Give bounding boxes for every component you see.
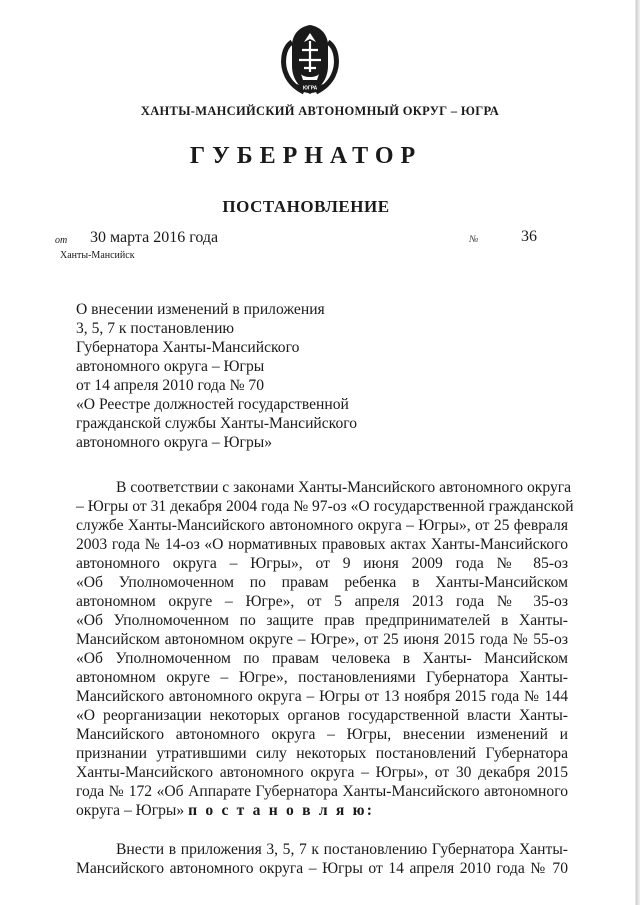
preamble-line: автономном округе – Югре», постановлениями Губернатора Ханты- xyxy=(76,669,568,686)
preamble-last-line xyxy=(76,801,568,820)
preamble-paragraph xyxy=(76,478,574,820)
preamble-line: автономном округе – Югре», от 5 апреля 2013 года № 35-оз xyxy=(76,593,568,610)
preamble-line: признании утратившими силу некоторых постановлений Губернатора xyxy=(76,745,568,762)
page-edge-shadow xyxy=(630,0,640,905)
subject-line: автономного округа – Югры» xyxy=(76,434,273,451)
document-subject xyxy=(76,300,406,452)
subject-line: гражданской службы Ханты-Мансийского xyxy=(76,415,358,432)
preamble-line: автономного округа – Югры», от 9 июня 2009 года № 85-оз xyxy=(76,555,568,572)
preamble-line: «Об Уполномоченном по защите прав предпринимателей в Ханты- xyxy=(76,612,568,629)
document-date: 30 марта 2016 года xyxy=(90,229,219,246)
subject-line: автономного округа – Югры xyxy=(76,358,265,375)
document-type: ПОСТАНОВЛЕНИЕ xyxy=(222,197,390,216)
preamble-line: года № 172 «Об Аппарате Губернатора Ханты-Мансийского автономного xyxy=(76,783,568,800)
preamble-line: «О реорганизации некоторых органов государственной власти Ханты- xyxy=(76,707,568,724)
preamble-line: службе Ханты-Мансийского автономного округа – Югры», от 25 февраля xyxy=(76,517,568,534)
preamble-line: Ханты-Мансийского автономного округа – Югры», от 30 декабря 2015 xyxy=(76,764,568,781)
preamble-line: «Об Уполномоченном по правам человека в Ханты- Мансийском xyxy=(76,650,568,667)
issue-city: Ханты-Мансийск xyxy=(60,250,135,261)
preamble-line: Мансийского автономного округа – Югры, внесении изменений и xyxy=(76,726,568,743)
subject-line: Губернатора Ханты-Мансийского xyxy=(76,339,300,356)
preamble-last-text: округа – Югры» xyxy=(76,802,185,819)
main-provision xyxy=(76,840,568,878)
preamble-line: Мансийском автономном округе – Югре», от 25 июня 2015 года № 55-оз xyxy=(76,631,568,648)
preamble-line: «Об Уполномоченном по правам ребенка в Ханты-Мансийском xyxy=(76,574,568,591)
coat-of-arms-emblem xyxy=(268,22,352,98)
main-line: Внести в приложения 3, 5, 7 к постановлению Губернатора Ханты- xyxy=(116,841,568,858)
subject-line: от 14 апреля 2010 года № 70 xyxy=(76,377,264,394)
authority-title: ГУБЕРНАТОР xyxy=(189,143,423,169)
preamble-line: В соответствии с законами Ханты-Мансийского автономного округа xyxy=(116,479,572,496)
subject-line: 3, 5, 7 к постановлению xyxy=(76,320,235,337)
main-line: Мансийского автономного округа – Югры от 14 апреля 2010 года № 70 xyxy=(76,860,568,877)
document-number: 36 xyxy=(521,228,537,245)
preamble-line: 2003 года № 14-оз «О нормативных правовых актах Ханты-Мансийского xyxy=(76,536,568,553)
subject-line: О внесении изменений в приложения xyxy=(76,301,325,318)
region-name: ХАНТЫ-МАНСИЙСКИЙ АВТОНОМНЫЙ ОКРУГ – ЮГРА xyxy=(140,104,500,118)
emblem-label: ЮГРА xyxy=(302,85,318,92)
number-sign: № xyxy=(469,234,479,245)
preamble-line: – Югры от 31 декабря 2004 года № 97-оз «О государственной гражданской xyxy=(76,498,574,515)
subject-line: «О Реестре должностей государственной xyxy=(76,396,349,413)
preamble-line: Мансийского автономного округа – Югры от 13 ноября 2015 года № 144 xyxy=(76,688,568,705)
date-prefix: от xyxy=(55,235,68,246)
decree-word: п о с т а н о в л я ю: xyxy=(188,802,375,819)
